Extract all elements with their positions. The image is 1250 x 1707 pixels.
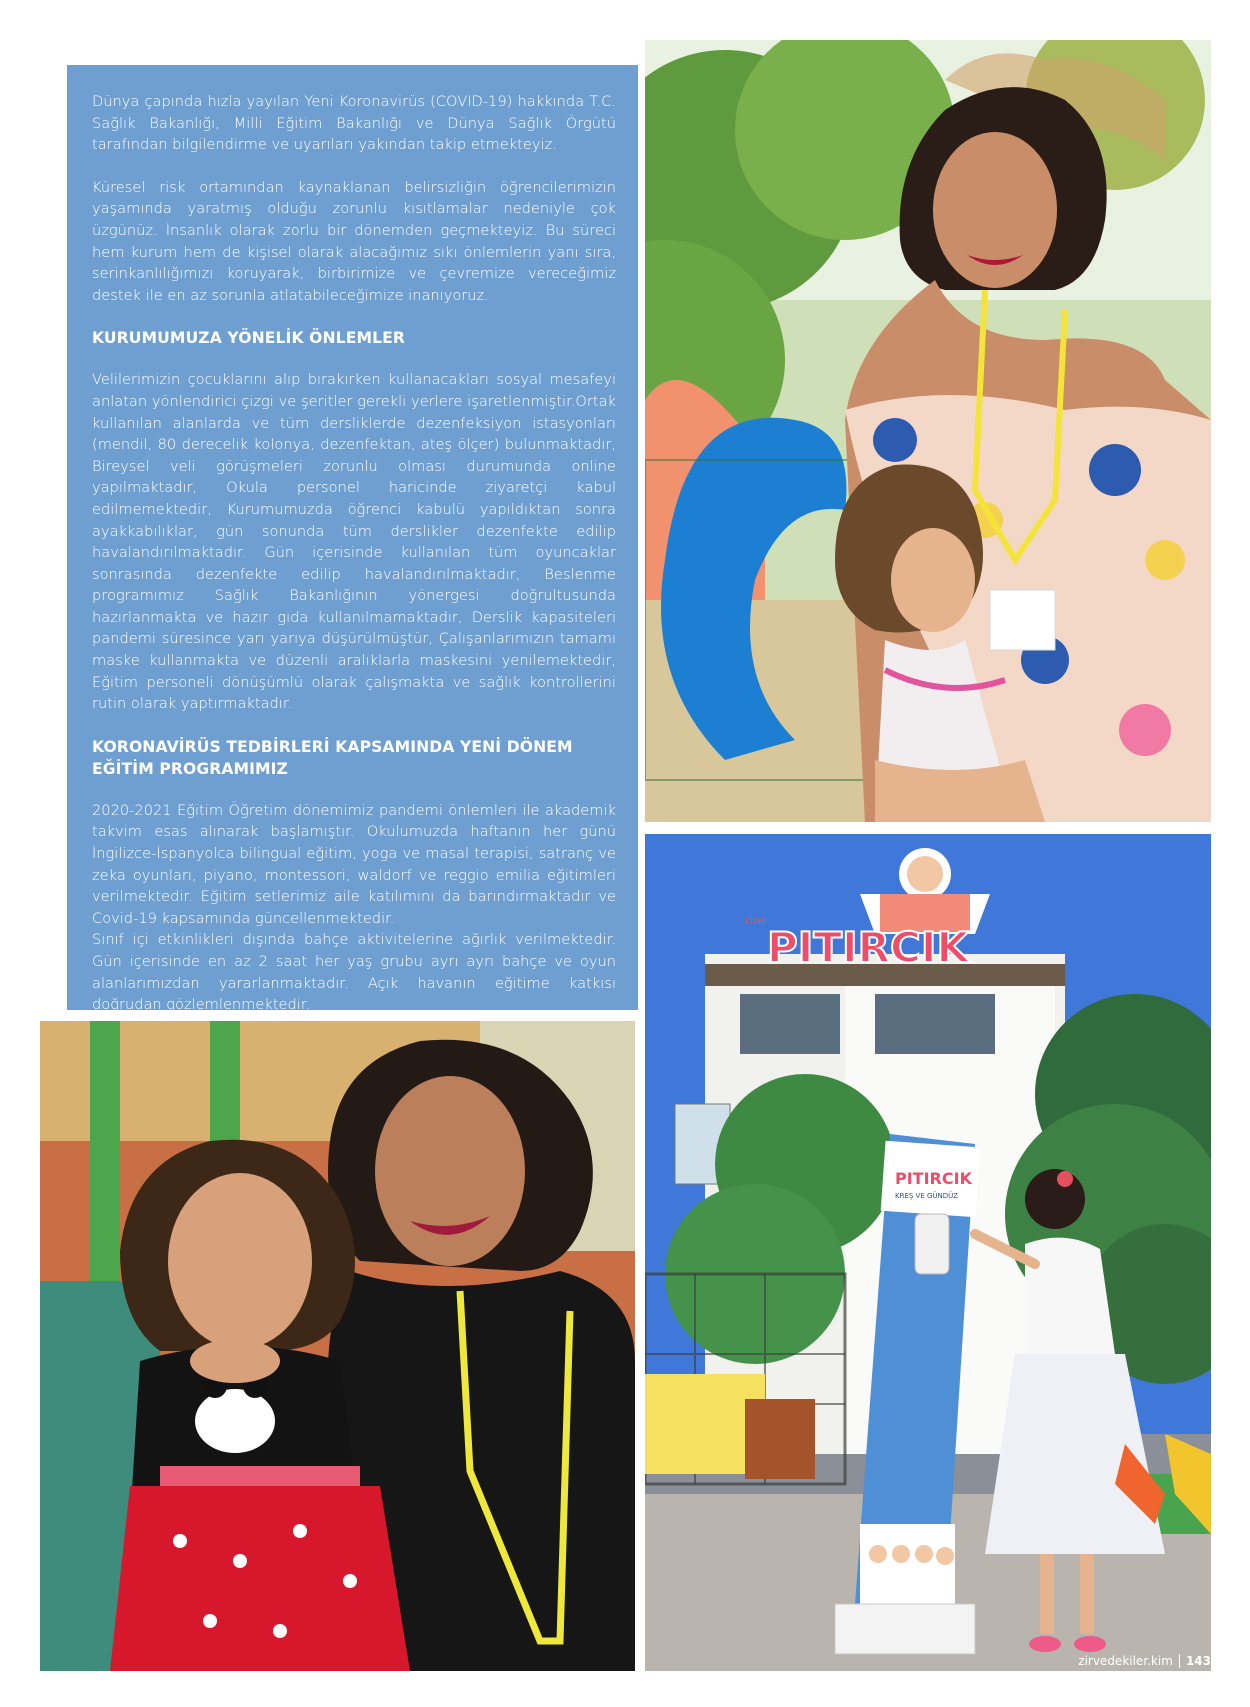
footer-divider — [1179, 1654, 1180, 1668]
intro-paragraph-2: Küresel risk ortamından kaynaklanan belirsizliğin öğrencilerimizin yaşamında yaratmış olduğu zorunlu kısıtlamalar nedeniyle çok üzgünüz. İnsanlık olarak zorlu bir dönemden geçmekteyiz. Bu süreci hem kurum hem de kişisel olarak alacağımız sıkı önlemlerin yanı sıra, serinkanlılığımızı koruyarak, birbirimize ve çevremize vereceğimiz destek ile en az sorunla atlatabileceğimize inanıyoruz. — [92, 178, 616, 304]
photo-school-sanitizer-station — [645, 834, 1211, 1671]
intro-paragraph-1: Dünya çapında hızla yayılan Yeni Koronavirüs (COVID-19) hakkında T.C. Sağlık Bakanlığı, Milli Eğitim Bakanlığı ve Dünya Sağlık Örgütü tarafından bilgilendirme ve uyarıları yakından takip etmekteyiz. — [92, 93, 616, 154]
program-paragraph-2: Sınıf içi etkinlikleri dışında bahçe aktivitelerine ağırlık verilmektedir. Gün içerisinde en az 2 saat her yaş grubu ayrı ayrı bahçe ve oyun alanlarımızdan yararlanmaktadır. Açık havanın eğitime katkısı doğrudan gözlemlenmektedir. — [92, 931, 616, 1014]
page-footer — [1078, 1650, 1211, 1671]
photo-teacher-and-child-slide — [645, 40, 1211, 822]
page-number: 143 — [1185, 1653, 1211, 1668]
photo-teacher-and-toddler — [40, 1021, 635, 1671]
dispenser-name-text: PITIRCIK — [895, 1169, 972, 1188]
sign-name-text: PITIRCIK — [767, 923, 970, 972]
article-text-box — [67, 65, 638, 1014]
measures-paragraph: Velilerimizin çocuklarını alıp bırakırken kullanacakları sosyal mesafeyi anlatan yönlendirici çizgi ve şeritler gerekli yerlere işaretlenmiştir.Ortak kullanılan alanlarda ve tüm dersliklerde dezenfeksiyon istasyonları (mendil, 80 derecelik kolonya, dezenfektan, ateş ölçer) bulunmaktadır, Bireysel veli görüşmeleri zorunlu olması durumunda online yapılmaktadır, Okula personel haricinde ziyaretçi kabul edilmemektedir, Kurumumuzda öğrenci kabulü yapıldıktan sonra ayakkabılıklar, gün sonunda tüm derslikler dezenfekte edilip havalandırılmaktadır. Gün içerisinde kullanılan tüm oyuncaklar sonrasında dezenfekte edilip havalandırılmaktadır, Beslenme programımız Sağlık Bakanlığının yönergesi doğrultusunda hazırlanmakta ve hazır gıda kullanılmamaktadır, Derslik kapasiteleri pandemi süresince yarı yarıya düşürülmüştür, Çalışanlarımızın tamamı maske kullanmakta ve düzenli aralıklarla maskesini yenilemektedir, Eğitim personeli dönüşümlü olarak çalışmakta ve sağlık kontrollerini rutin olarak yaptırmaktadır. — [92, 371, 616, 713]
heading-institution-measures: KURUMUMUZA YÖNELİK ÖNLEMLER — [92, 329, 405, 348]
dispenser-sub-text: KREŞ VE GÜNDÜZ — [895, 1192, 958, 1200]
sign-prefix-text: Özel — [745, 916, 768, 927]
program-paragraph-1: 2020-2021 Eğitim Öğretim dönemimiz pandemi önlemleri ile akademik takvim esas alınarak başlamıştır. Okulumuzda haftanın her günü İngilizce-İspanyolca bilingual eğitim, yoga ve masal terapisi, satranç ve zeka oyunları, piyano, montessori, waldorf ve reggio emilia eğitimleri verilmektedir. Eğitim setlerimiz aile katılımını da barındırmaktadır ve Covid-19 kapsamında güncellenmektedir. — [92, 801, 616, 927]
heading-new-program: KORONAVİRÜS TEDBİRLERİ KAPSAMINDA YENİ DÖNEM EĞİTİM PROGRAMIMIZ — [92, 737, 573, 778]
footer-site: zirvedekiler.kim — [1078, 1653, 1173, 1668]
